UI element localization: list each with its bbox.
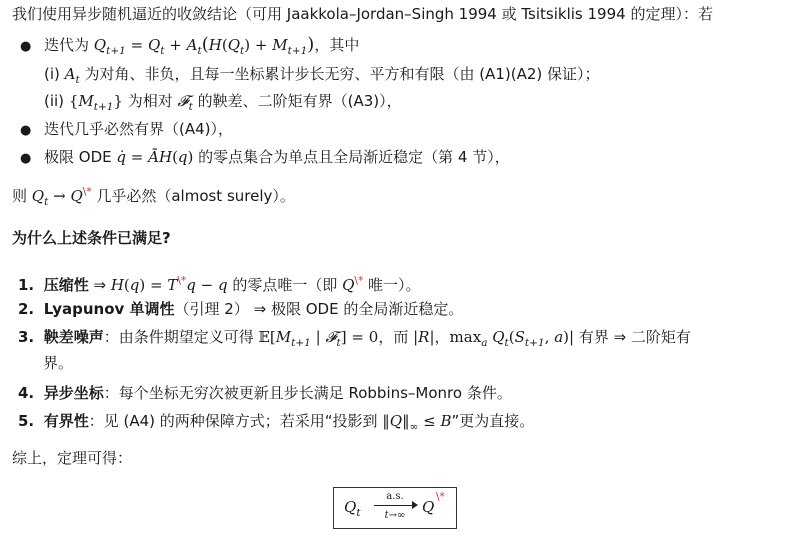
summary-text: 综上，定理可得：: [12, 449, 133, 467]
bullet-dot: ●: [20, 151, 32, 166]
list-item-1: 1. 压缩性 ⇒ H(q) = T\*q − q 的零点唯一（即 Q\* 唯一）。: [18, 275, 421, 294]
list-num: 2.: [18, 300, 35, 318]
bullet-1-i: (i) $A_t$ 为对角、非负，且每一坐标累计步长无穷、平方和有限（由 (A1)(A2) 保证）；: [44, 65, 600, 86]
list-text: ，而: [378, 328, 414, 346]
list-num: 4.: [18, 384, 35, 402]
list-text: ：见 (A4) 的两种保障方式；若采用“投影到: [88, 412, 383, 430]
b3-suffix: 的零点集合为单点且全局渐近稳定（第 4 节），: [193, 148, 510, 166]
list-title: Lyapunov 单调性: [43, 300, 175, 318]
list-item-3-cont: 界。: [43, 354, 74, 372]
result-box: [333, 487, 457, 529]
bullet-1: 迭代为 $Q_{t+1} = Q_t + A_t(H(Q_t) + M_{t+1})$，其中: [44, 34, 360, 57]
list-text: ”更为直接。: [451, 412, 535, 430]
conclusion-suffix: 几乎必然（almost surely）。: [91, 187, 295, 205]
arrow-under: t→∞: [384, 510, 406, 521]
list-title: 异步坐标: [43, 384, 104, 402]
list-item-3: 3. 鞅差噪声：由条件期望定义可得 $𝔼[M_{t+1}$ | 𝓕$_t$] = 0，而 |R|，$\max_a Q_t(S_{t+1}$, a)| 有界 ⇒ 二阶矩有: [18, 328, 691, 349]
bullet-3: 极限 ODE q̇ = ĀH(q) 的零点集合为单点且全局渐近稳定（第 4 节），: [44, 148, 510, 166]
list-item-2: [18, 298, 463, 320]
result-lhs: $Q_t$: [344, 498, 361, 519]
intro-text: 我们使用异步随机逼近的收敛结论（可用 Jaakkola–Jordan–Singh 1994 或 Tsitsiklis 1994 的定理）：若: [12, 5, 713, 23]
list-title: 有界性: [43, 412, 89, 430]
b1-ii-mid: 为相对: [122, 92, 178, 110]
result-rhs: Q: [422, 498, 435, 516]
result-star: \*: [436, 491, 445, 503]
bullet-dot: ●: [20, 39, 32, 54]
b1-ii-text: 的鞅差、二阶矩有界（(A3)），: [192, 92, 402, 110]
list-title: 鞅差噪声: [43, 328, 104, 346]
b1-ii-prefix: (ii): [44, 92, 69, 110]
list-num: 3.: [18, 328, 35, 346]
list-num: 5.: [18, 412, 35, 430]
b3-prefix: 极限 ODE: [44, 148, 117, 166]
list-text: 有界 ⇒ 二阶矩有: [574, 328, 691, 346]
list-text: 唯一）。: [363, 276, 421, 294]
list-text: （引理 2） ⇒ 极限 ODE 的全局渐近稳定。: [174, 300, 464, 318]
arrow-shaft: [372, 502, 418, 510]
list-item-4: [18, 382, 512, 404]
bullet-1-prefix: 迭代为: [44, 36, 94, 54]
list-text: ：由条件期望定义可得: [103, 328, 259, 346]
section-heading: 为什么上述条件已满足?: [12, 229, 171, 247]
bullet-1-suffix: ，其中: [314, 36, 360, 54]
conclusion: 则 $Q_t \to Q^{\backslash*}$ 几乎必然（almost surely）。: [12, 186, 295, 208]
bullet-1-ii: (ii) $\{M_{t+1}\}$ 为相对 𝓕$_t$ 的鞅差、二阶矩有界（(A3)），: [44, 92, 402, 113]
list-text: ，: [434, 328, 450, 346]
bullet-2: 迭代几乎必然有界（(A4)），: [44, 120, 234, 138]
as-arrow: [372, 492, 418, 522]
bullet-dot: ●: [20, 123, 32, 138]
list-text: ：每个坐标无穷次被更新且步长满足 Robbins–Monro 条件。: [103, 384, 512, 402]
b1-i-prefix: (i): [44, 65, 65, 83]
list-text: ⇒: [88, 276, 111, 294]
b1-i-text: 为对角、非负，且每一坐标累计步长无穷、平方和有限（由 (A1)(A2) 保证）；: [79, 65, 600, 83]
list-num: 1.: [18, 276, 35, 294]
list-item-5: 5. 有界性：见 (A4) 的两种保障方式；若采用“投影到 $‖Q‖_\infty \le B$”更为直接。: [18, 412, 535, 433]
conclusion-prefix: 则: [12, 187, 32, 205]
arrow-over: a.s.: [386, 491, 404, 502]
list-title: 压缩性: [43, 276, 89, 294]
list-text: 的零点唯一（即: [227, 276, 343, 294]
